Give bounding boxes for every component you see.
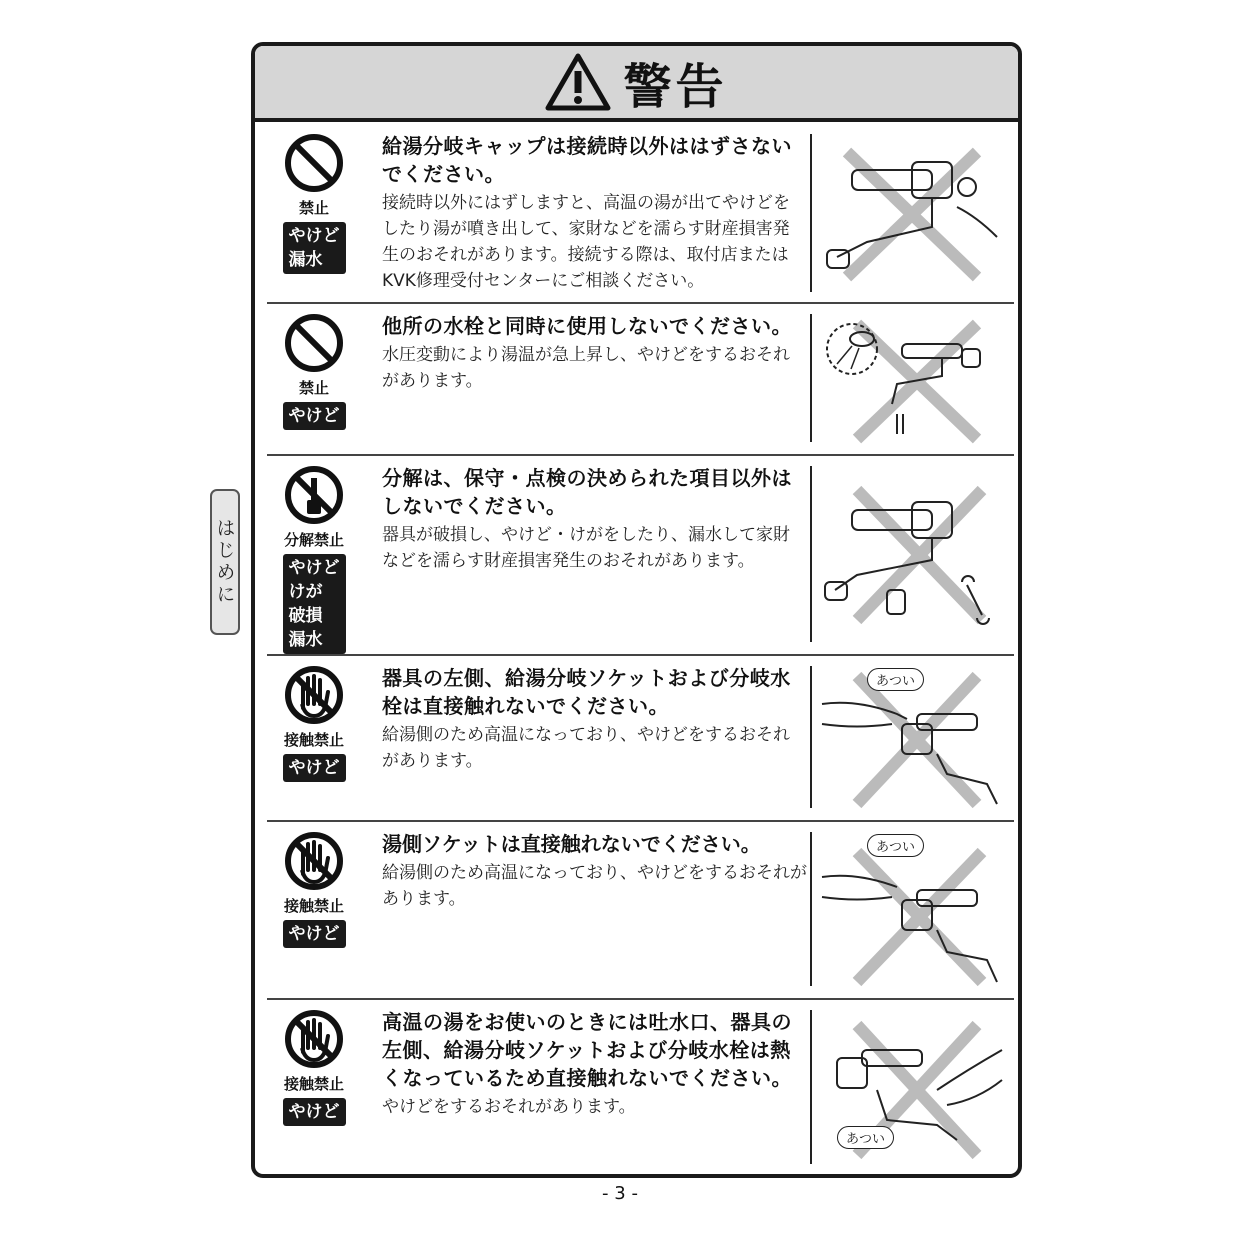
warning-heading: 分解は、保守・点検の決められた項目以外はしないでください。 xyxy=(382,466,792,518)
symbol-label: 禁止 xyxy=(298,379,329,397)
warning-frame xyxy=(251,42,1022,1178)
shower-faucet-illustration xyxy=(817,314,1007,444)
no-touch-icon xyxy=(283,830,345,892)
speech-bubble: あつい xyxy=(867,668,924,691)
hazard-tag: 漏水 xyxy=(288,250,323,270)
hot-spout-illustration xyxy=(817,1010,1007,1166)
prohibition-icon xyxy=(283,312,345,374)
symbol-label: 接触禁止 xyxy=(283,1075,344,1093)
hazard-tag: やけど xyxy=(288,558,340,578)
divider xyxy=(810,134,812,292)
hazard-tag: やけど xyxy=(288,406,340,426)
speech-bubble: あつい xyxy=(867,834,924,857)
hazard-tags xyxy=(283,754,346,782)
warning-item xyxy=(255,124,1018,304)
faucet-illustration xyxy=(817,132,1007,292)
warning-heading: 高温の湯をお使いのときには吐水口、器具の左側、給湯分岐ソケットおよび分岐水栓は熱くなっているため直接触れないでください。 xyxy=(382,1010,792,1090)
hazard-tag: やけど xyxy=(288,924,340,944)
no-disassembly-icon xyxy=(283,464,345,526)
no-touch-icon xyxy=(283,664,345,726)
warning-body: やけどをするおそれがあります。 xyxy=(382,1097,636,1117)
hazard-tag: やけど xyxy=(288,1102,340,1122)
hazard-tags xyxy=(283,222,346,274)
warning-heading: 他所の水栓と同時に使用しないでください。 xyxy=(382,314,792,338)
warning-triangle-icon xyxy=(545,53,611,111)
warning-body: 水圧変動により湯温が急上昇し、やけどをするおそれがあります。 xyxy=(382,345,790,391)
warning-item xyxy=(255,822,1018,1000)
divider xyxy=(810,832,812,986)
speech-bubble: あつい xyxy=(837,1126,894,1149)
symbol-label: 分解禁止 xyxy=(283,531,344,549)
hazard-tags xyxy=(283,554,346,654)
symbol-label: 接触禁止 xyxy=(283,731,344,749)
symbol-label: 禁止 xyxy=(298,199,329,217)
warning-item xyxy=(255,304,1018,456)
warning-header xyxy=(255,46,1018,122)
hazard-tags xyxy=(283,402,346,430)
hazard-tags xyxy=(283,920,346,948)
symbol-label: 接触禁止 xyxy=(283,897,344,915)
warning-heading: 湯側ソケットは直接触れないでください。 xyxy=(382,832,761,856)
hazard-tag: やけど xyxy=(288,226,340,246)
warning-item xyxy=(255,656,1018,822)
hot-socket-illustration xyxy=(817,832,1007,990)
warning-body: 接続時以外にはずしますと、高温の湯が出てやけどをしたり湯が噴き出して、家財などを濡らす財産損害発生のおそれがあります。接続する際は、取付店またはKVK修理受付センターにご相談ください。 xyxy=(382,193,790,291)
hazard-tags xyxy=(283,1098,346,1126)
hazard-tag: やけど xyxy=(288,758,340,778)
no-touch-icon xyxy=(283,1008,345,1070)
divider xyxy=(810,314,812,442)
prohibition-icon xyxy=(283,132,345,194)
warning-item xyxy=(255,1000,1018,1178)
warning-item xyxy=(255,456,1018,656)
page-number: - 3 - xyxy=(602,1183,638,1204)
divider xyxy=(810,1010,812,1164)
warning-body: 器具が破損し、やけど・けがをしたり、漏水して家財などを濡らす財産損害発生のおそれがあります。 xyxy=(382,525,790,571)
hazard-tag: けが xyxy=(288,582,323,602)
hazard-tag: 破損 xyxy=(288,606,323,626)
warning-heading: 器具の左側、給湯分岐ソケットおよび分岐水栓は直接触れないでください。 xyxy=(382,666,791,718)
disassembly-illustration xyxy=(817,470,1007,640)
warning-heading: 給湯分岐キャップは接続時以外ははずさないでください。 xyxy=(382,134,792,186)
warning-body: 給湯側のため高温になっており、やけどをするおそれがあります。 xyxy=(382,725,790,771)
divider xyxy=(810,666,812,808)
warning-body: 給湯側のため高温になっており、やけどをするおそれがあります。 xyxy=(382,863,807,909)
divider xyxy=(810,466,812,642)
hot-touch-illustration xyxy=(817,664,1007,812)
side-tab-label: はじめに xyxy=(213,518,236,606)
hazard-tag: 漏水 xyxy=(288,630,323,650)
side-tab xyxy=(210,489,240,635)
warning-title: 警告 xyxy=(623,58,728,115)
